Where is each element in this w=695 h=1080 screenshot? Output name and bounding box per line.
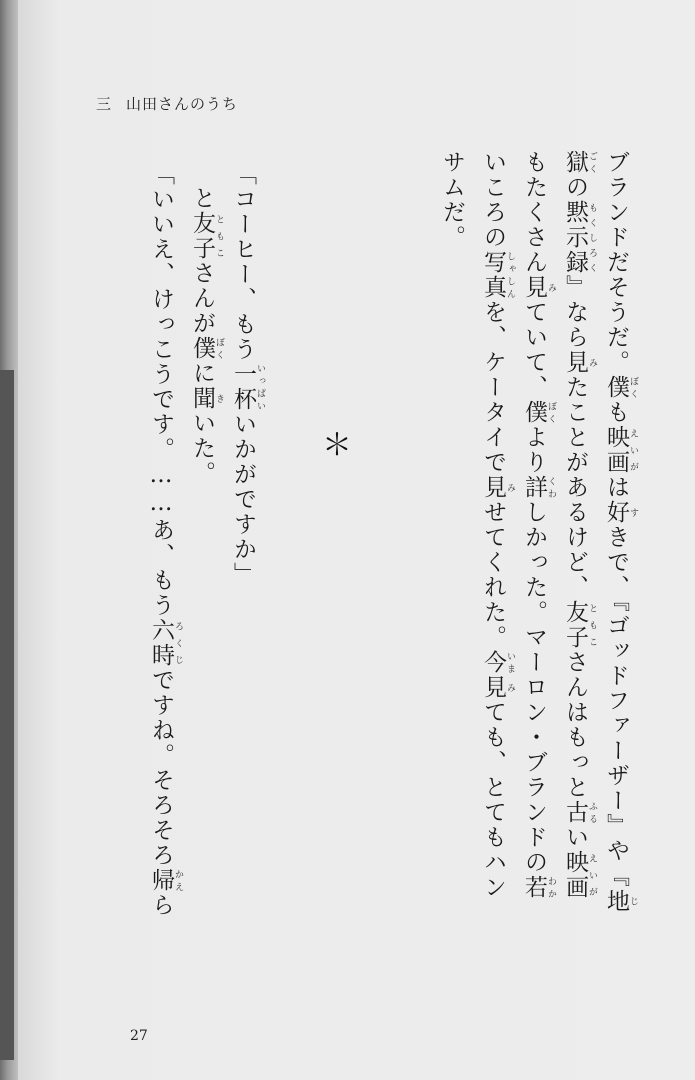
ruby-word: 映画 えいが xyxy=(603,425,638,475)
running-header xyxy=(96,93,238,114)
ruby-word: 友子 ともこ xyxy=(562,600,597,650)
text-run: もたくさん xyxy=(521,150,547,275)
furigana: わか xyxy=(546,875,556,900)
furigana: み xyxy=(505,475,515,500)
text-run: しかった。マーロン・ブランドの xyxy=(521,500,547,875)
furigana: ぼく xyxy=(628,375,638,400)
ruby-word: 友子 ともこ xyxy=(189,211,224,261)
text-run: ていて、 xyxy=(521,300,547,400)
text-run: きで、『ゴッドファーザー』や『 xyxy=(603,525,629,889)
text-run: より xyxy=(521,425,547,475)
furigana: えいが xyxy=(628,425,638,475)
ruby-word: 見 み xyxy=(562,350,597,375)
text-run: は xyxy=(603,475,629,500)
ruby-word: 僕 ぼく xyxy=(189,336,224,361)
furigana: かえ xyxy=(173,868,183,893)
furigana: ふる xyxy=(587,800,597,825)
text-run: い xyxy=(562,825,588,850)
chapter-title: 山田さんのうち xyxy=(126,95,239,113)
furigana: ごく xyxy=(587,150,597,175)
text-run: ら xyxy=(148,893,174,918)
page-number: 27 xyxy=(130,1028,148,1044)
furigana: いっぱい xyxy=(255,362,265,412)
text-run: に xyxy=(189,361,215,386)
furigana: す xyxy=(628,500,638,525)
text-run: 』なら xyxy=(562,275,588,350)
ruby-word: 六時 ろくじ xyxy=(148,618,183,668)
furigana: ぼく xyxy=(214,336,224,361)
ruby-word: 一杯 いっぱい xyxy=(230,362,265,412)
text-run: ブランドだそうだ。 xyxy=(603,150,629,375)
text-column xyxy=(225,162,265,587)
ruby-word: 僕 ぼく xyxy=(603,375,638,400)
chapter-number: 三 xyxy=(96,95,113,113)
text-run: たことがあるけど、 xyxy=(562,375,588,600)
ruby-word: 写真 しゃしん xyxy=(480,250,515,300)
text-column xyxy=(143,162,183,918)
text-run: いた。 xyxy=(189,411,215,486)
furigana: じ xyxy=(628,888,638,914)
furigana: もくしろく xyxy=(587,200,597,275)
section-separator: ＊ xyxy=(322,428,352,463)
text-run: さんが xyxy=(189,261,215,336)
ruby-word: 帰 かえ xyxy=(148,868,183,893)
ruby-word: 聞 き xyxy=(189,386,224,411)
ruby-word: 好 す xyxy=(603,500,638,525)
furigana: しゃしん xyxy=(505,250,515,300)
text-run: いころの xyxy=(480,150,506,250)
text-run: ですね。そろそろ xyxy=(148,668,174,868)
ruby-word: 獄 ごく xyxy=(562,150,597,175)
furigana: えいが xyxy=(587,850,597,900)
ruby-word: 黙示録 もくしろく xyxy=(562,200,597,275)
ruby-word: 映画 えいが xyxy=(562,850,597,900)
furigana: ぼく xyxy=(546,400,556,425)
ruby-word: 今 いま xyxy=(480,650,515,675)
text-column xyxy=(516,150,556,900)
furigana: み xyxy=(505,675,515,700)
ruby-word: 見 み xyxy=(521,275,556,300)
text-run: さんはもっと xyxy=(562,650,588,800)
text-run: も xyxy=(603,400,629,425)
text-run: と xyxy=(189,186,215,211)
text-column xyxy=(557,150,597,900)
ruby-word: 古 ふる xyxy=(562,800,597,825)
furigana: き xyxy=(214,386,224,411)
text-run: 「いいえ、けっこうです。……あ、もう xyxy=(148,162,174,618)
text-column xyxy=(434,150,470,250)
furigana: み xyxy=(587,350,597,375)
text-run: せてくれた。 xyxy=(480,500,506,650)
ruby-word: 見 み xyxy=(480,675,515,700)
ruby-word: 見 み xyxy=(480,475,515,500)
furigana: み xyxy=(546,275,556,300)
text-run: ても、とてもハン xyxy=(480,700,506,900)
book-edge-dark xyxy=(0,370,14,1060)
text-run: の xyxy=(562,175,588,200)
text-run: を、ケータイで xyxy=(480,300,506,475)
text-column xyxy=(184,186,224,486)
ruby-word: 詳 くわ xyxy=(521,475,556,500)
ruby-word: 地 じ xyxy=(603,888,638,914)
text-run: 「コーヒー、もう xyxy=(230,162,256,362)
furigana: ともこ xyxy=(587,600,597,650)
ruby-word: 僕 ぼく xyxy=(521,400,556,425)
furigana: ともこ xyxy=(214,211,224,261)
furigana: ろくじ xyxy=(173,618,183,668)
text-column xyxy=(598,150,638,914)
ruby-word: 若 わか xyxy=(521,875,556,900)
furigana: いま xyxy=(505,650,515,675)
furigana: くわ xyxy=(546,475,556,500)
text-run: いかがですか」 xyxy=(230,412,256,587)
text-run: サムだ。 xyxy=(439,150,465,250)
text-column xyxy=(475,150,515,900)
